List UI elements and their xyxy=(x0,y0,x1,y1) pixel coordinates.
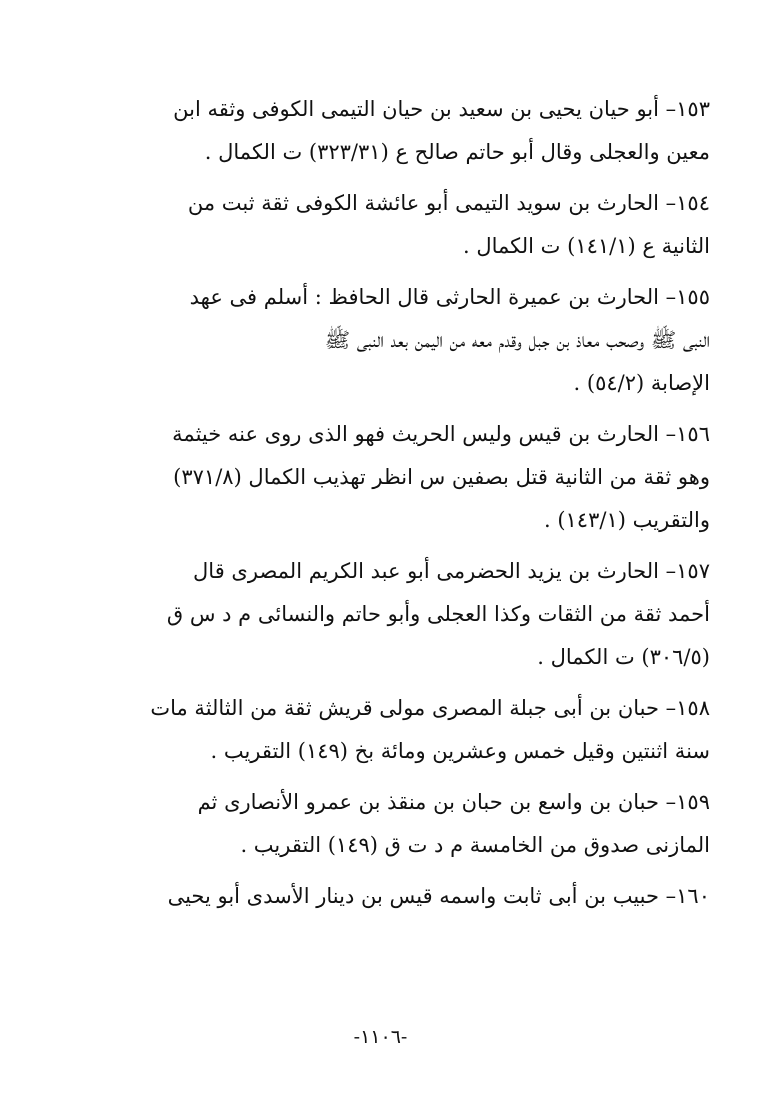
entry-155 xyxy=(96,276,710,405)
entry-line: معين والعجلى وقال أبو حاتم صالح ع (٣٢٣/٣١) ت الكمال . xyxy=(204,140,710,164)
entry-160 xyxy=(96,875,710,918)
entry-159 xyxy=(96,781,710,867)
entry-line: ١٦٠– حبيب بن أبى ثابت واسمه قيس بن دينار الأسدى أبو يحيى xyxy=(167,884,710,908)
entry-158 xyxy=(96,687,710,773)
entry-line: والتقريب (١٤٣/١) . xyxy=(543,508,710,532)
entry-line: (٣٠٦/٥) ت الكمال . xyxy=(537,645,710,669)
entry-line: المازنى صدوق من الخامسة م د ت ق (١٤٩) التقريب . xyxy=(240,833,710,857)
entry-line: ١٥٥– الحارث بن عميرة الحارثى قال الحافظ : أسلم فى عهد xyxy=(189,285,710,309)
entry-153 xyxy=(96,88,710,174)
entry-156 xyxy=(96,413,710,542)
entry-line: ١٥٨– حبان بن أبى جبلة المصرى مولى قريش ثقة من الثالثة مات xyxy=(150,696,710,720)
entry-line: ١٥٤– الحارث بن سويد التيمى أبو عائشة الكوفى ثقة ثبت من xyxy=(187,191,710,215)
entry-line: سنة اثنتين وقيل خمس وعشرين ومائة بخ (١٤٩) التقريب . xyxy=(210,739,710,763)
entry-line: الثانية ع (١٤١/١) ت الكمال . xyxy=(463,234,710,258)
entry-line: أحمد ثقة من الثقات وكذا العجلى وأبو حاتم والنسائى م د س ق xyxy=(166,602,710,626)
entry-154 xyxy=(96,182,710,268)
entry-line: ١٥٦– الحارث بن قيس وليس الحريث فهو الذى روى عنه خيثمة xyxy=(172,422,710,446)
entry-line: النبى ﷺ وصحب معاذ بن جبل وقدم معه من اليمن بعد النبى ﷺ xyxy=(324,328,710,352)
entry-line: الإصابة (٥٤/٢) . xyxy=(573,371,710,395)
entries-list xyxy=(96,88,710,926)
entry-line: ١٥٩– حبان بن واسع بن حبان بن منقذ بن عمرو الأنصارى ثم xyxy=(197,790,710,814)
entry-line: ١٥٧– الحارث بن يزيد الحضرمى أبو عبد الكريم المصرى قال xyxy=(193,559,710,583)
entry-157 xyxy=(96,550,710,679)
entry-line: ١٥٣– أبو حيان يحيى بن سعيد بن حيان التيمى الكوفى وثقه ابن xyxy=(173,97,710,121)
page-number: -١١٠٦- xyxy=(353,1026,408,1048)
entry-line: وهو ثقة من الثانية قتل بصفين س انظر تهذيب الكمال (٣٧١/٨) xyxy=(173,465,710,489)
